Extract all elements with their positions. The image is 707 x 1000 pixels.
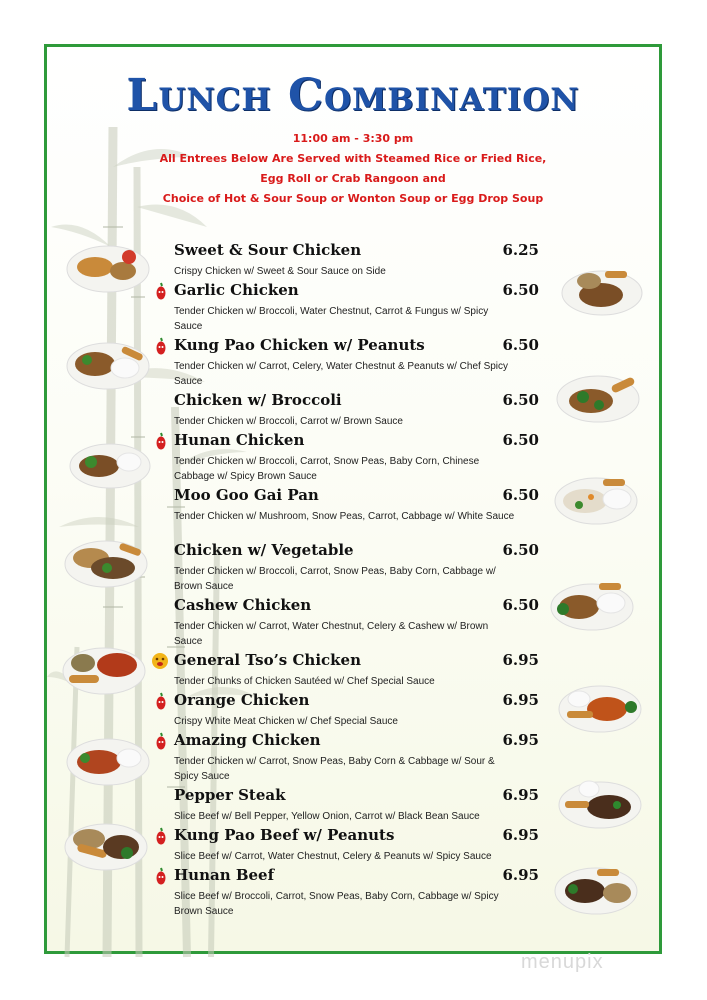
item-description: Tender Chicken w/ Broccoli, Carrot w/ Brown Sauce <box>174 416 403 427</box>
spicy-pepper-icon <box>153 732 169 750</box>
item-price: 6.95 <box>502 786 539 804</box>
spicy-pepper-icon <box>153 692 169 710</box>
item-description: Tender Chicken w/ Broccoli, Carrot, Snow Peas, Baby Corn, Cabbage w/ Brown Sauce <box>174 566 496 592</box>
item-name: Kung Pao Beef w/ Peanuts <box>174 826 395 844</box>
item-price: 6.50 <box>502 336 539 354</box>
sweet-sour-chicken-plate <box>65 237 151 295</box>
menu-item <box>174 690 539 729</box>
amazing-chicken-plate <box>65 730 151 788</box>
hunan-beef-plate <box>553 859 639 917</box>
hunan-chicken-plate <box>67 434 153 492</box>
menu-item <box>174 650 539 689</box>
menu-item <box>174 280 539 334</box>
menu-item <box>174 390 539 429</box>
item-description: Tender Chicken w/ Carrot, Celery, Water Chestnut & Peanuts w/ Chef Spicy Sauce <box>174 361 509 387</box>
item-name: Cashew Chicken <box>174 596 312 614</box>
menu-item <box>174 865 539 919</box>
item-name: Amazing Chicken <box>174 731 321 749</box>
item-name: Chicken w/ Broccoli <box>174 391 342 409</box>
menu-item <box>174 730 539 784</box>
lunch-hours: 11:00 am - 3:30 pm <box>292 132 414 145</box>
menu-item <box>174 430 539 484</box>
menu-item <box>174 485 539 524</box>
moo-goo-gai-pan-plate <box>553 469 639 527</box>
menu-page <box>44 44 662 973</box>
item-price: 6.95 <box>502 691 539 709</box>
item-description: Tender Chunks of Chicken Sautéed w/ Chef Special Sauce <box>174 676 435 687</box>
menu-item <box>174 335 539 389</box>
item-price: 6.95 <box>502 731 539 749</box>
pepper-steak-plate <box>557 773 643 831</box>
kung-pao-chicken-plate <box>65 334 151 392</box>
item-description: Crispy White Meat Chicken w/ Chef Special Sauce <box>174 716 398 727</box>
spicy-pepper-icon <box>153 282 169 300</box>
item-name: Chicken w/ Vegetable <box>174 541 354 559</box>
item-description: Tender Chicken w/ Mushroom, Snow Peas, Carrot, Cabbage w/ White Sauce <box>174 511 515 522</box>
chicken-broccoli-plate <box>555 367 641 425</box>
item-description: Slice Beef w/ Bell Pepper, Yellow Onion, Carrot w/ Black Bean Sauce <box>174 811 480 822</box>
item-description: Slice Beef w/ Carrot, Water Chestnut, Celery & Peanuts w/ Spicy Sauce <box>174 851 492 862</box>
item-name: Pepper Steak <box>174 786 286 804</box>
item-price: 6.50 <box>502 391 539 409</box>
menu-item <box>174 785 539 824</box>
item-price: 6.25 <box>502 241 539 259</box>
item-price: 6.95 <box>502 866 539 884</box>
item-name: Sweet & Sour Chicken <box>174 241 362 259</box>
item-description: Tender Chicken w/ Carrot, Water Chestnut, Celery & Cashew w/ Brown Sauce <box>174 621 489 647</box>
item-price: 6.50 <box>502 486 539 504</box>
spicy-pepper-icon <box>153 432 169 450</box>
item-name: Hunan Beef <box>174 866 275 884</box>
served-with-note: Egg Roll or Crab Rangoon and <box>260 172 446 185</box>
spicy-pepper-icon <box>153 827 169 845</box>
served-with-note: All Entrees Below Are Served with Steamed Rice or Fried Rice, <box>159 152 547 165</box>
kung-pao-beef-plate <box>63 815 149 873</box>
watermark: menupix <box>521 951 604 973</box>
item-name: Garlic Chicken <box>174 281 299 299</box>
cashew-chicken-plate <box>549 575 635 633</box>
served-with-note: Choice of Hot & Sour Soup or Wonton Soup or Egg Drop Soup <box>162 192 544 205</box>
item-name: Kung Pao Chicken w/ Peanuts <box>174 336 425 354</box>
item-price: 6.50 <box>502 281 539 299</box>
item-description: Tender Chicken w/ Broccoli, Water Chestnut, Carrot & Fungus w/ Spicy Sauce <box>174 306 489 332</box>
orange-chicken-plate <box>557 677 643 735</box>
item-price: 6.50 <box>502 431 539 449</box>
item-price: 6.50 <box>502 541 539 559</box>
item-description: Crispy Chicken w/ Sweet & Sour Sauce on Side <box>174 266 386 277</box>
item-name: Moo Goo Gai Pan <box>174 486 319 504</box>
item-price: 6.50 <box>502 596 539 614</box>
menu-title: Lunch Combination <box>126 70 580 121</box>
item-price: 6.95 <box>502 651 539 669</box>
menu-item <box>174 540 539 594</box>
menu-item <box>174 240 539 279</box>
menu-item <box>174 595 539 649</box>
menu-item <box>174 825 539 864</box>
item-name: Hunan Chicken <box>174 431 305 449</box>
chef-face-icon <box>150 650 170 670</box>
item-name: Orange Chicken <box>174 691 310 709</box>
chicken-vegetable-plate <box>63 532 149 590</box>
garlic-chicken-plate <box>559 261 645 319</box>
spicy-pepper-icon <box>153 337 169 355</box>
item-description: Slice Beef w/ Broccoli, Carrot, Snow Peas, Baby Corn, Cabbage w/ Spicy Brown Sauce <box>174 891 499 917</box>
item-description: Tender Chicken w/ Carrot, Snow Peas, Baby Corn & Cabbage w/ Sour & Spicy Sauce <box>174 756 495 782</box>
item-price: 6.95 <box>502 826 539 844</box>
item-description: Tender Chicken w/ Broccoli, Carrot, Snow Peas, Baby Corn, Chinese Cabbage w/ Spicy Brown Sauce <box>174 456 480 482</box>
spicy-pepper-icon <box>153 867 169 885</box>
item-name: General Tso’s Chicken <box>174 651 361 669</box>
general-tso-chicken-plate <box>61 639 147 697</box>
